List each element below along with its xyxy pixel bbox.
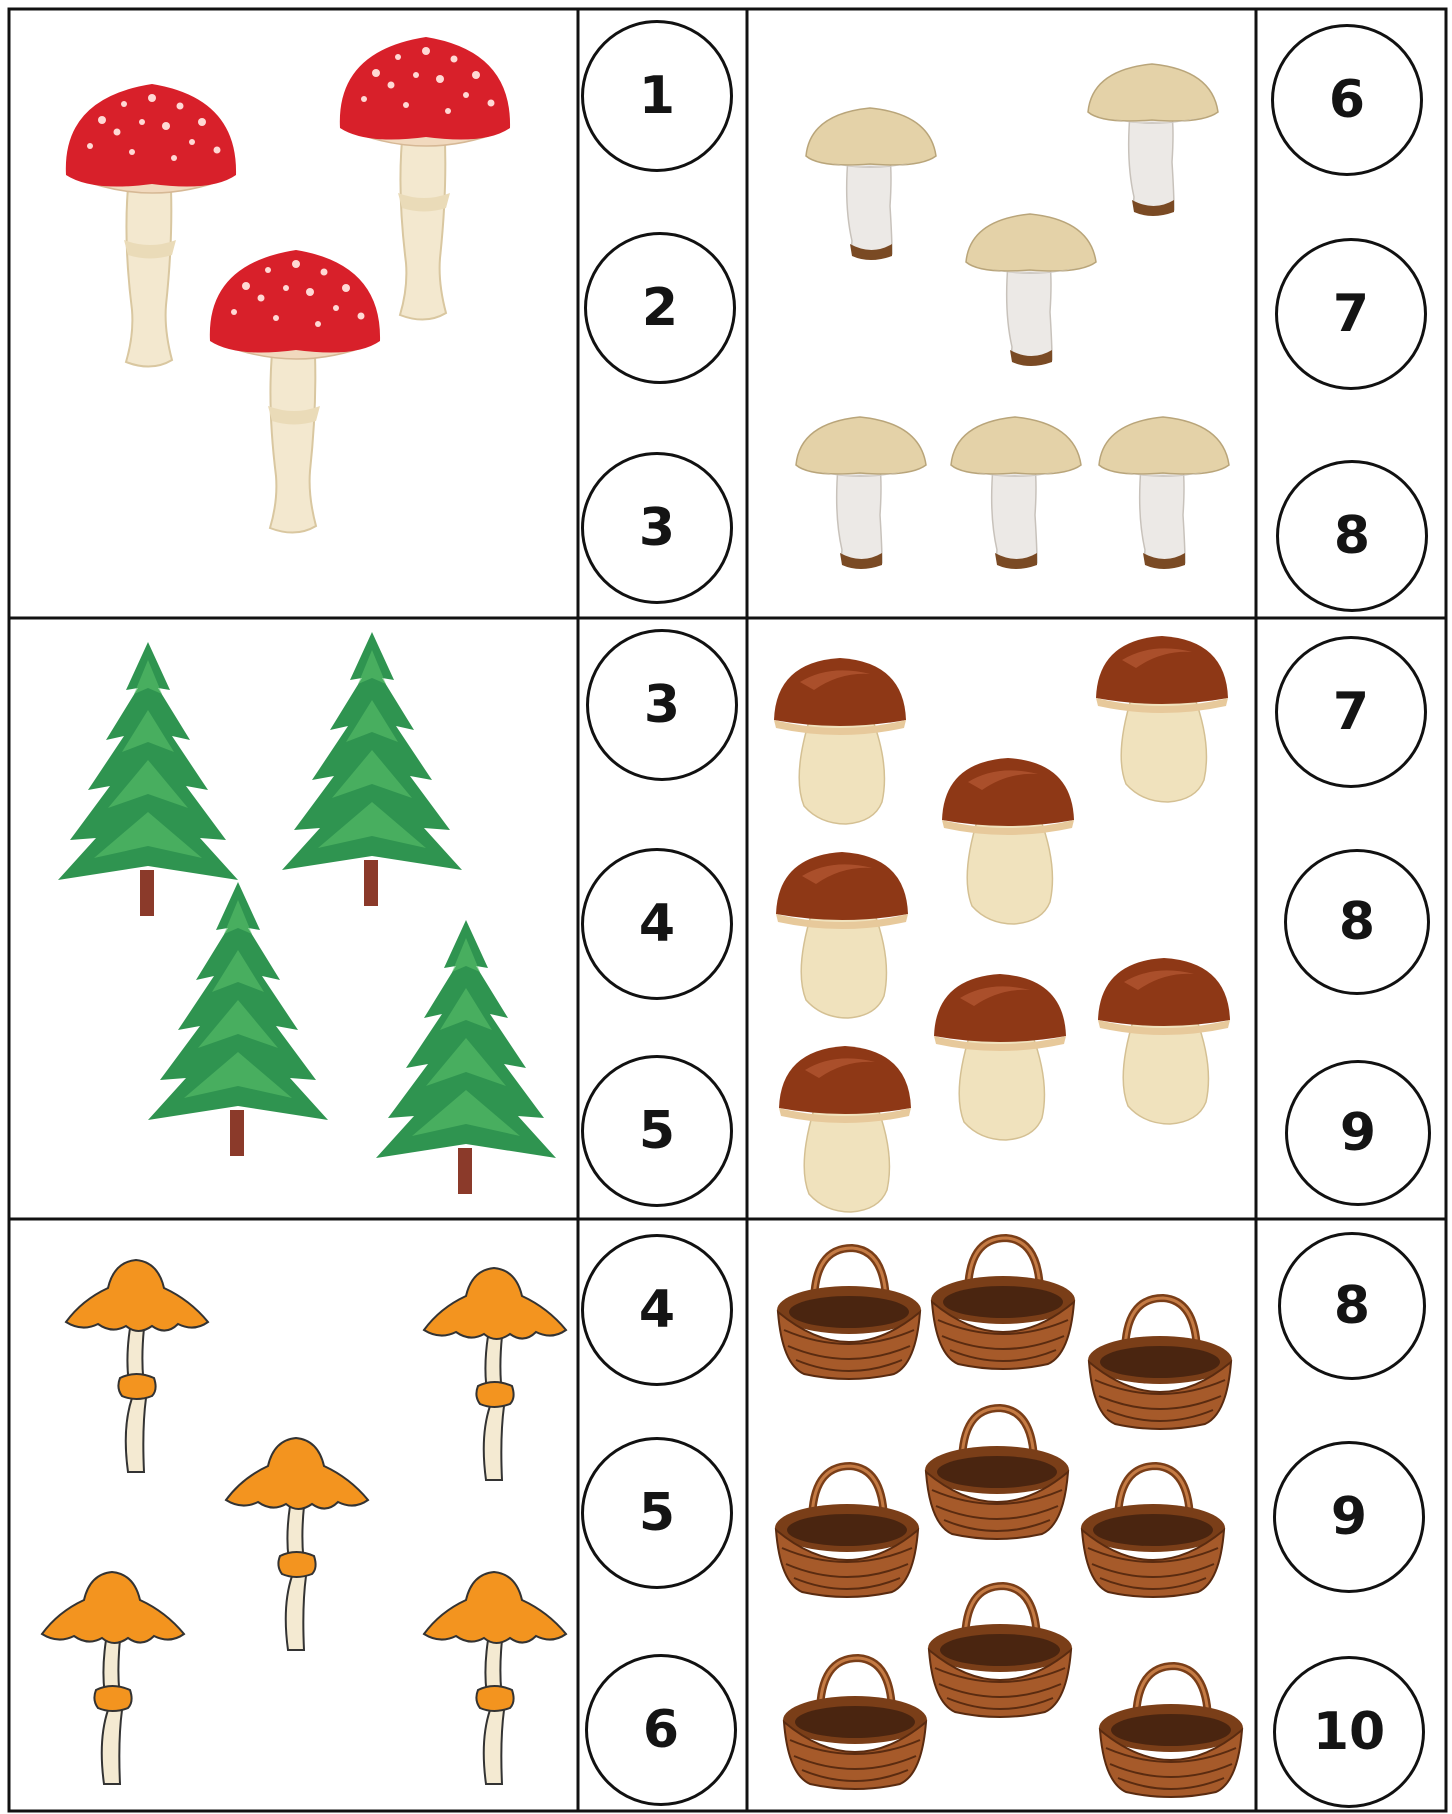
white-mushroom-icon	[960, 212, 1100, 367]
answer-choice-4[interactable]	[581, 1234, 733, 1386]
porcini-mushroom-icon	[770, 656, 910, 826]
basket-icon	[925, 1580, 1075, 1720]
answer-choice-5[interactable]	[581, 1437, 733, 1589]
basket-icon	[780, 1652, 930, 1792]
answer-choice-4[interactable]	[581, 848, 733, 1000]
answer-choice-9[interactable]	[1273, 1441, 1425, 1593]
answer-choice-6[interactable]	[1271, 24, 1423, 176]
answer-choice-7[interactable]	[1275, 636, 1427, 788]
chanterelle-mushroom-icon	[420, 1570, 568, 1788]
answer-choice-1[interactable]	[581, 20, 733, 172]
answer-choice-label: 3	[643, 675, 681, 735]
chanterelle-mushroom-icon	[420, 1266, 568, 1484]
porcini-mushroom-icon	[1094, 956, 1234, 1126]
chanterelle-mushroom-icon	[62, 1258, 210, 1476]
answer-choice-label: 8	[1333, 1276, 1371, 1336]
answer-choice-label: 6	[642, 1700, 680, 1760]
answer-choice-6[interactable]	[585, 1654, 737, 1806]
answer-choice-label: 9	[1339, 1103, 1377, 1163]
answer-choice-8[interactable]	[1278, 1232, 1426, 1380]
fir-tree-icon	[146, 880, 330, 1158]
answer-choice-8[interactable]	[1284, 849, 1430, 995]
answer-choice-label: 7	[1332, 682, 1370, 742]
fly-agaric-mushroom-icon	[206, 246, 386, 536]
answer-column-row1-right	[1256, 9, 1446, 618]
white-mushroom-icon	[790, 415, 930, 570]
answer-choice-10[interactable]	[1273, 1656, 1425, 1808]
answer-choice-label: 9	[1330, 1487, 1368, 1547]
answer-choice-label: 7	[1332, 284, 1370, 344]
answer-column-row3-left	[578, 1219, 747, 1811]
white-mushroom-icon	[800, 106, 940, 261]
answer-column-row1-left	[578, 9, 747, 618]
chanterelle-mushroom-icon	[38, 1570, 186, 1788]
basket-icon	[1078, 1460, 1228, 1600]
answer-choice-label: 2	[641, 278, 679, 338]
porcini-mushroom-icon	[775, 1044, 915, 1214]
answer-choice-9[interactable]	[1285, 1060, 1431, 1206]
answer-choice-label: 10	[1312, 1702, 1386, 1762]
answer-choice-label: 8	[1338, 892, 1376, 952]
basket-icon	[922, 1402, 1072, 1542]
answer-column-row3-right	[1256, 1219, 1446, 1811]
white-mushroom-icon	[1082, 62, 1222, 217]
answer-column-row2-left	[578, 618, 747, 1219]
porcini-mushroom-icon	[1092, 634, 1232, 804]
fir-tree-icon	[374, 918, 558, 1196]
porcini-mushroom-icon	[772, 850, 912, 1020]
answer-choice-3[interactable]	[586, 629, 738, 781]
answer-choice-2[interactable]	[584, 232, 736, 384]
answer-choice-label: 3	[638, 498, 676, 558]
answer-choice-label: 4	[638, 894, 676, 954]
fir-tree-icon	[56, 640, 240, 918]
answer-choice-label: 6	[1328, 70, 1366, 130]
answer-choice-label: 4	[638, 1280, 676, 1340]
basket-icon	[1085, 1292, 1235, 1432]
porcini-mushroom-icon	[938, 756, 1078, 926]
basket-icon	[772, 1460, 922, 1600]
basket-icon	[774, 1242, 924, 1382]
chanterelle-mushroom-icon	[222, 1436, 370, 1654]
answer-choice-label: 5	[638, 1101, 676, 1161]
answer-column-row2-right	[1256, 618, 1446, 1219]
porcini-mushroom-icon	[930, 972, 1070, 1142]
white-mushroom-icon	[1093, 415, 1233, 570]
answer-choice-label: 1	[638, 66, 676, 126]
answer-choice-8[interactable]	[1276, 460, 1428, 612]
basket-icon	[1096, 1660, 1246, 1800]
basket-icon	[928, 1232, 1078, 1372]
answer-choice-label: 5	[638, 1483, 676, 1543]
answer-choice-7[interactable]	[1275, 238, 1427, 390]
answer-choice-5[interactable]	[581, 1055, 733, 1207]
answer-choice-label: 8	[1333, 506, 1371, 566]
fir-tree-icon	[280, 630, 464, 908]
white-mushroom-icon	[945, 415, 1085, 570]
answer-choice-3[interactable]	[581, 452, 733, 604]
